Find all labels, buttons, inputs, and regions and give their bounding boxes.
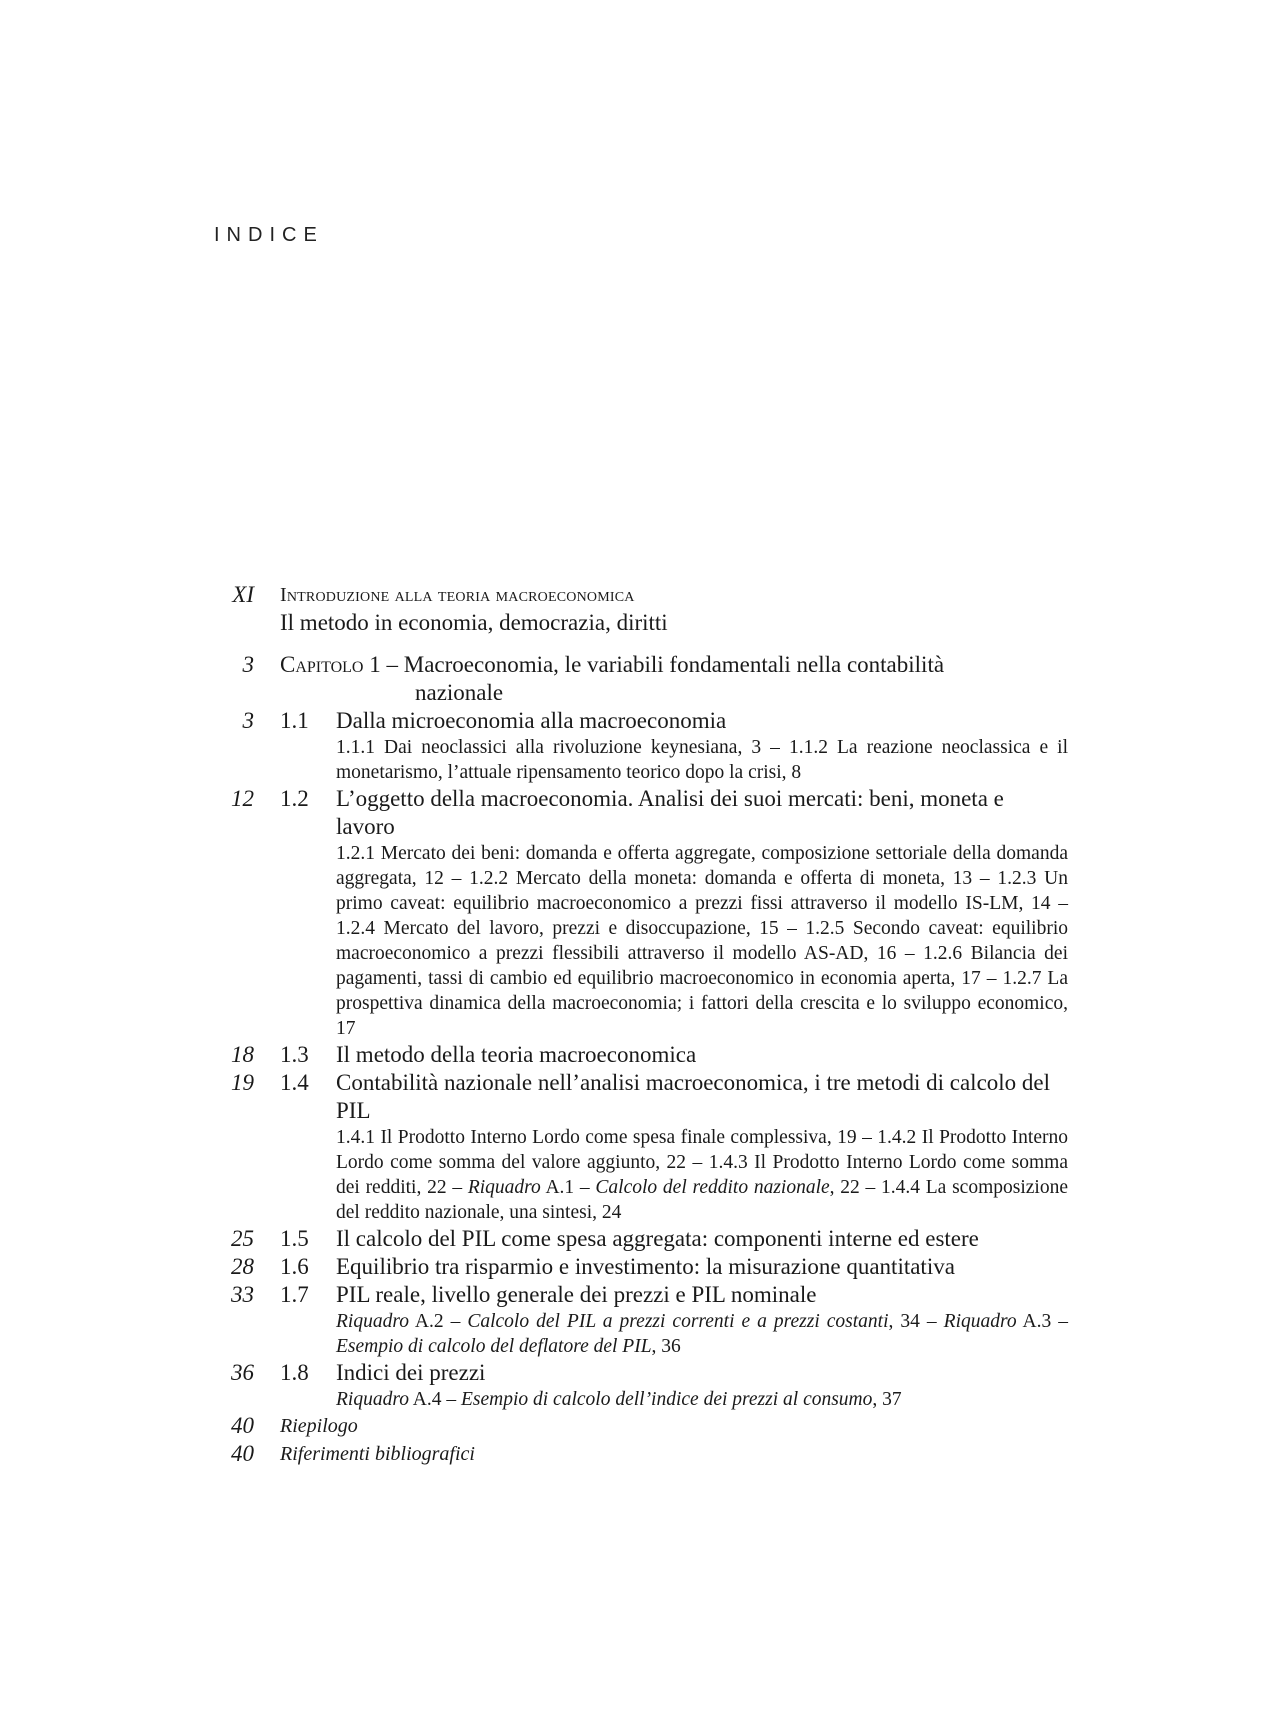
toc-entry-section[interactable] (0, 1253, 1280, 1281)
toc-entry-summary[interactable] (0, 1412, 1280, 1440)
chapter-title-continued: nazionale (415, 680, 504, 705)
chapter-title: 1 – Macroeconomia, le variabili fondamentali nella contabilità (369, 652, 945, 677)
toc-entry-section[interactable] (0, 1359, 1280, 1412)
toc-entry-section[interactable] (0, 1041, 1280, 1069)
section-title: Il metodo della teoria macroeconomica (336, 1042, 697, 1067)
page-number: 12 (231, 786, 254, 811)
section-number: 1.6 (280, 1254, 309, 1279)
section-number: 1.3 (280, 1042, 309, 1067)
section-number: 1.1 (280, 708, 309, 733)
page-number: 36 (231, 1360, 254, 1385)
section-title: Indici dei prezzi (336, 1360, 486, 1385)
subsection-list: 1.2.1 Mercato dei beni: domanda e offerta aggregate, composizione settoriale della domanda aggregata, 12 – 1.2.2 Mercato della moneta: domanda e offerta di moneta, 13 – 1.2.3 Un primo caveat: equilibrio macroeconomico a prezzi fissi attraverso il modello IS-LM, 14 – 1.2.4 Mercato del lavoro, prezzi e disoccupazione, 15 – 1.2.5 Secondo caveat: equilibrio macroeconomico a prezzi flessibili attraverso il modello AS-AD, 16 – 1.2.6 Bilancia dei pagamenti, tassi di cambio ed equilibrio macroeconomico in economia aperta, 17 – 1.2.7 La prospettiva dinamica della macroeconomia; i fattori della crescita e lo sviluppo economico, 17 (336, 843, 1068, 1039)
subsection-list: 1.1.1 Dai neoclassici alla rivoluzione keynesiana, 3 – 1.1.2 La reazione neoclassica e il monetarismo, l’attuale ripensamento teorico dopo la crisi, 8 (336, 737, 1068, 783)
page-number: 25 (231, 1226, 254, 1251)
section-title: PIL reale, livello generale dei prezzi e PIL nominale (336, 1282, 817, 1307)
section-title: Contabilità nazionale nell’analisi macroeconomica, i tre metodi di calcolo del PIL (336, 1070, 1051, 1123)
page-number: 33 (231, 1282, 254, 1307)
summary-label: Riepilogo (280, 1415, 358, 1437)
toc-entry-chapter[interactable] (242, 651, 1280, 707)
references-label: Riferimenti bibliografici (280, 1443, 475, 1465)
toc-entry-section[interactable] (0, 1281, 1280, 1359)
toc-entry-section[interactable] (0, 785, 1280, 1041)
page-number: 19 (231, 1070, 254, 1095)
toc-entry-section[interactable] (0, 1225, 1280, 1253)
section-title: Il calcolo del PIL come spesa aggregata: componenti interne ed estere (336, 1226, 979, 1251)
page-number: 3 (242, 708, 254, 733)
intro-subtitle: Il metodo in economia, democrazia, diritti (280, 610, 668, 635)
section-title: L’oggetto della macroeconomia. Analisi dei suoi mercati: beni, moneta e lavoro (336, 786, 1004, 839)
section-number: 1.5 (280, 1226, 309, 1251)
page-number: 40 (231, 1413, 254, 1438)
subsection-list: Riquadro A.4 – Esempio di calcolo dell’indice dei prezzi al consumo, 37 (336, 1389, 902, 1410)
toc-entry-intro[interactable] (0, 581, 1280, 637)
page-number: XI (232, 582, 254, 607)
subsection-list: 1.4.1 Il Prodotto Interno Lordo come spesa finale complessiva, 19 – 1.4.2 Il Prodotto Interno Lordo come somma del valore aggiunto, 22 – 1.4.3 Il Prodotto Interno Lordo come somma dei redditi, 22 – Riquadro A.1 – Calcolo del reddito nazionale, 22 – 1.4.4 La scomposizione del reddito nazionale, una sintesi, 24 (336, 1127, 1068, 1223)
section-number: 1.8 (280, 1360, 309, 1385)
page-number: 18 (231, 1042, 254, 1067)
chapter-label: Capitolo (280, 652, 364, 677)
table-of-contents (0, 581, 1280, 1468)
toc-entry-references[interactable] (0, 1440, 1280, 1468)
toc-entry-section[interactable] (0, 707, 1280, 785)
section-title: Equilibrio tra risparmio e investimento: la misurazione quantitativa (336, 1254, 955, 1279)
page-heading: INDICE (214, 224, 324, 246)
section-number: 1.4 (280, 1070, 309, 1095)
section-title: Dalla microeconomia alla macroeconomia (336, 708, 727, 733)
page-number: 40 (231, 1441, 254, 1466)
toc-entry-section[interactable] (0, 1069, 1280, 1225)
intro-title: Introduzione alla teoria macroeconomica (280, 584, 635, 606)
section-number: 1.7 (280, 1282, 309, 1307)
subsection-list: Riquadro A.2 – Calcolo del PIL a prezzi correnti e a prezzi costanti, 34 – Riquadro A.3 – Esempio di calcolo del deflatore del PIL, 36 (336, 1311, 1068, 1357)
page-number: 28 (231, 1254, 254, 1279)
page-number: 3 (242, 652, 254, 677)
section-number: 1.2 (280, 786, 309, 811)
